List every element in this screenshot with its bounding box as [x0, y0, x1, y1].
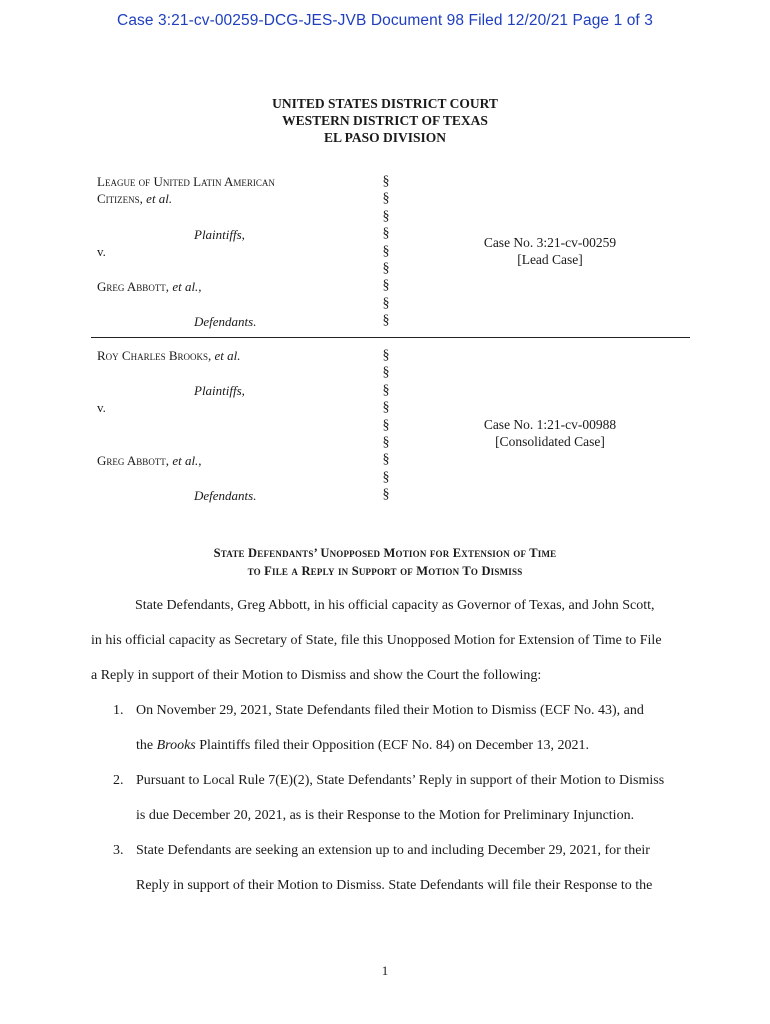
defendant-name-part: Greg Abbott, — [97, 453, 170, 468]
case-tag-1: [Lead Case] — [517, 252, 583, 267]
defendants-label: Defendants. — [194, 488, 257, 503]
plaintiff-name-line1: League of United Latin American — [97, 174, 275, 189]
item-line-2: Reply in support of their Motion to Dismiss. State Defendants will file their Response to the — [136, 878, 653, 893]
plaintiff-name-part: Roy Charles Brooks, — [97, 348, 212, 363]
item-text: the — [136, 738, 154, 753]
defendant-name — [97, 452, 202, 469]
section-symbol: § — [382, 278, 390, 294]
section-symbol: § — [382, 452, 390, 468]
item-line-1: On November 29, 2021, State Defendants filed their Motion to Dismiss (ECF No. 43), and — [136, 703, 644, 718]
item-number: 1. — [113, 703, 124, 718]
versus: v. — [97, 400, 106, 415]
motion-title-line1: State Defendants’ Unopposed Motion for Extension of Time — [213, 546, 557, 560]
section-symbol: § — [382, 226, 390, 242]
plaintiffs-label: Plaintiffs, — [194, 383, 245, 398]
plaintiff-name-line2 — [97, 190, 172, 207]
section-symbol: § — [382, 435, 390, 451]
case-number-2: Case No. 1:21-cv-00988 — [483, 417, 617, 432]
et-al-suffix: et al. — [146, 191, 173, 206]
et-al-suffix: et al., — [172, 279, 202, 294]
intro-line-3: a Reply in support of their Motion to Dismiss and show the Court the following: — [91, 668, 542, 683]
section-symbol: § — [382, 469, 390, 485]
item-line-2 — [136, 738, 589, 754]
section-symbol: § — [382, 487, 390, 503]
item-italic-text: Brooks — [156, 738, 196, 753]
section-symbol: § — [382, 365, 390, 381]
et-al-suffix: et al., — [172, 453, 202, 468]
section-symbol: § — [382, 348, 390, 363]
motion-title-line2: to File a Reply in Support of Motion To Dismiss — [247, 564, 523, 578]
section-symbol: § — [382, 417, 390, 433]
et-al-suffix: et al. — [214, 348, 241, 363]
intro-line-1: State Defendants, Greg Abbott, in his official capacity as Governor of Texas, and John Scott, — [135, 598, 655, 613]
section-symbol: § — [382, 313, 390, 329]
section-symbol: § — [382, 191, 390, 207]
court-name: UNITED STATES DISTRICT COURT — [272, 96, 498, 111]
section-symbol: § — [382, 243, 390, 259]
item-line-1: Pursuant to Local Rule 7(E)(2), State Defendants’ Reply in support of their Motion to Dismiss — [136, 773, 665, 788]
plaintiff-name — [97, 347, 241, 364]
section-symbol: § — [382, 174, 390, 189]
intro-line-2: in his official capacity as Secretary of State, file this Unopposed Motion for Extension of Time to File — [91, 633, 662, 648]
item-line-2: is due December 20, 2021, as is their Response to the Motion for Preliminary Injunction. — [136, 808, 635, 823]
case-header-stamp: Case 3:21-cv-00259-DCG-JES-JVB Document 98 Filed 12/20/21 Page 1 of 3 — [117, 12, 653, 29]
case-tag-2: [Consolidated Case] — [495, 434, 605, 449]
item-number: 3. — [113, 843, 124, 858]
versus: v. — [97, 244, 106, 259]
plaintiff-name-part: Citizens, — [97, 191, 143, 206]
page-number: 1 — [381, 963, 389, 978]
section-symbol: § — [382, 382, 390, 398]
item-text: Plaintiffs filed their Opposition (ECF No. 84) on December 13, 2021. — [199, 738, 590, 753]
item-number: 2. — [113, 773, 124, 788]
section-column-1 — [376, 173, 396, 330]
case-number-1: Case No. 3:21-cv-00259 — [483, 235, 617, 250]
section-symbol: § — [382, 400, 390, 416]
defendant-name — [97, 278, 202, 295]
court-division: EL PASO DIVISION — [323, 130, 447, 145]
caption-divider — [91, 337, 690, 338]
item-line-1: State Defendants are seeking an extension up to and including December 29, 2021, for their — [136, 843, 650, 858]
section-symbol: § — [382, 208, 390, 224]
court-district: WESTERN DISTRICT OF TEXAS — [282, 113, 488, 128]
section-column-2 — [376, 347, 396, 504]
plaintiffs-label: Plaintiffs, — [194, 227, 245, 242]
section-symbol: § — [382, 295, 390, 311]
defendant-name-part: Greg Abbott, — [97, 279, 170, 294]
defendants-label: Defendants. — [194, 314, 257, 329]
section-symbol: § — [382, 261, 390, 277]
